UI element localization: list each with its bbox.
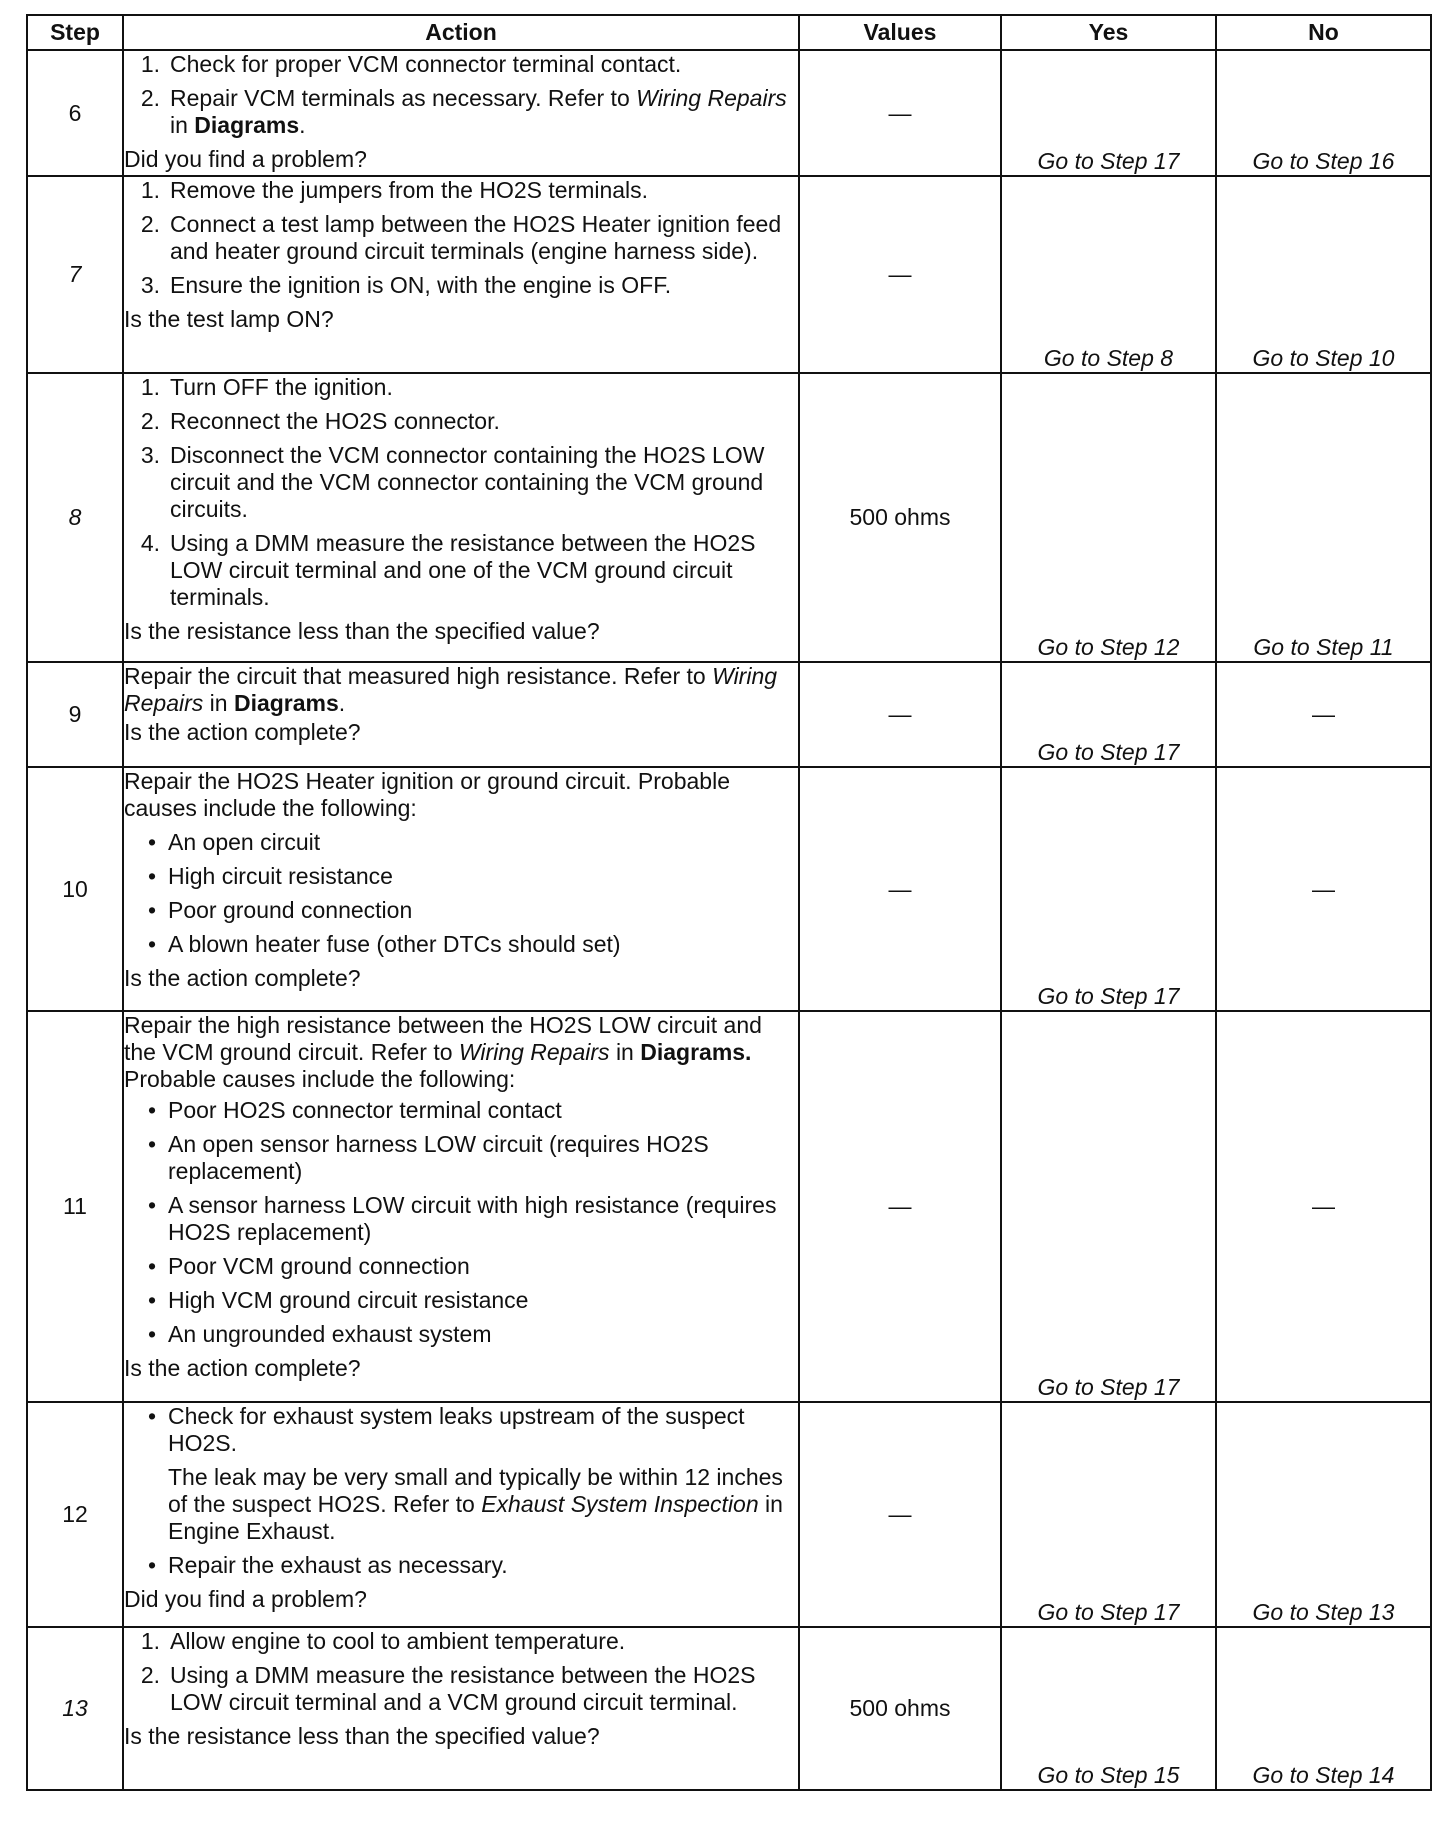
question: Is the resistance less than the specified value? bbox=[124, 618, 600, 644]
action-item bbox=[124, 408, 798, 435]
item-text: Repair the exhaust as necessary. bbox=[168, 1552, 508, 1578]
action-cell bbox=[123, 176, 799, 373]
action-item bbox=[124, 85, 798, 139]
bullet-item bbox=[124, 829, 798, 856]
document-reference[interactable]: Diagrams bbox=[194, 112, 300, 138]
values-cell: — bbox=[799, 176, 1001, 373]
table-row bbox=[27, 767, 1431, 1011]
item-text: A blown heater fuse (other DTCs should set) bbox=[168, 931, 621, 957]
no-cell: Go to Step 13 bbox=[1216, 1402, 1431, 1627]
item-text: Reconnect the HO2S connector. bbox=[170, 408, 500, 434]
table-row bbox=[27, 1402, 1431, 1627]
question: Is the test lamp ON? bbox=[124, 306, 334, 332]
action-intro bbox=[124, 1012, 798, 1093]
document-reference[interactable]: Diagrams. bbox=[640, 1039, 752, 1065]
no-cell: Go to Step 14 bbox=[1216, 1627, 1431, 1790]
values-cell: 500 ohms bbox=[799, 1627, 1001, 1790]
step-number: 9 bbox=[27, 662, 123, 767]
table-row bbox=[27, 1011, 1431, 1402]
item-text: High VCM ground circuit resistance bbox=[168, 1287, 529, 1313]
yes-cell: Go to Step 17 bbox=[1001, 50, 1216, 176]
action-intro: Repair the HO2S Heater ignition or ground circuit. Probable causes include the following: bbox=[124, 768, 730, 821]
bullet-item bbox=[124, 1321, 798, 1348]
action-item bbox=[124, 177, 798, 204]
yes-cell: Go to Step 17 bbox=[1001, 1011, 1216, 1402]
bullet-icon: • bbox=[147, 931, 156, 957]
bullet-icon: • bbox=[147, 897, 156, 923]
item-number: 2. bbox=[140, 211, 160, 237]
text-segment: . bbox=[299, 112, 306, 138]
item-text: Allow engine to cool to ambient temperature. bbox=[170, 1628, 626, 1654]
values-cell: — bbox=[799, 50, 1001, 176]
bullet-item bbox=[124, 897, 798, 924]
reference-link[interactable]: Exhaust System Inspection bbox=[481, 1491, 759, 1517]
action-item bbox=[124, 51, 798, 78]
yes-cell: Go to Step 8 bbox=[1001, 176, 1216, 373]
question: Is the action complete? bbox=[124, 965, 361, 991]
diagnostic-table bbox=[26, 14, 1432, 1791]
no-cell: Go to Step 10 bbox=[1216, 176, 1431, 373]
item-number: 2. bbox=[140, 408, 160, 434]
bullet-item bbox=[124, 1403, 798, 1457]
question: Is the resistance less than the specified value? bbox=[124, 1723, 600, 1749]
no-cell: — bbox=[1216, 1011, 1431, 1402]
values-cell: — bbox=[799, 662, 1001, 767]
no-cell: — bbox=[1216, 662, 1431, 767]
item-text: Using a DMM measure the resistance between the HO2S LOW circuit terminal and one of the VCM ground circuit terminals. bbox=[170, 530, 756, 610]
text-segment: Probable causes include the following: bbox=[124, 1066, 516, 1092]
action-item bbox=[124, 1628, 798, 1655]
bullet-icon: • bbox=[147, 1253, 156, 1279]
text-segment: in bbox=[615, 1039, 634, 1065]
values-cell: 500 ohms bbox=[799, 373, 1001, 662]
bullet-icon: • bbox=[147, 1287, 156, 1313]
bullet-icon: • bbox=[147, 1403, 156, 1429]
item-number: 1. bbox=[140, 177, 160, 203]
text-segment: The leak may be very small and typically be within 12 inches of the suspect HO2S. Refer to bbox=[168, 1464, 783, 1517]
bullet-icon: • bbox=[147, 1552, 156, 1578]
yes-cell: Go to Step 15 bbox=[1001, 1627, 1216, 1790]
table-row bbox=[27, 50, 1431, 176]
bullet-item bbox=[124, 1097, 798, 1124]
bullet-icon: • bbox=[147, 1321, 156, 1347]
text-segment: Repair the high resistance between the HO2S LOW circuit and the VCM ground circuit. Refer to bbox=[124, 1012, 762, 1065]
yes-cell: Go to Step 17 bbox=[1001, 767, 1216, 1011]
action-item bbox=[124, 442, 798, 523]
reference-link[interactable]: Wiring Repairs bbox=[636, 85, 787, 111]
reference-link[interactable]: Wiring Repairs bbox=[458, 1039, 610, 1065]
header-no: No bbox=[1216, 15, 1431, 50]
item-number: 4. bbox=[140, 530, 160, 556]
text-segment: Repair VCM terminals as necessary. Refer to bbox=[170, 85, 630, 111]
text-segment: Repair the circuit that measured high resistance. Refer to bbox=[124, 663, 706, 689]
step-number: 13 bbox=[27, 1627, 123, 1790]
values-cell: — bbox=[799, 1402, 1001, 1627]
no-cell: — bbox=[1216, 767, 1431, 1011]
yes-cell: Go to Step 17 bbox=[1001, 1402, 1216, 1627]
bullet-icon: • bbox=[147, 863, 156, 889]
item-text: High circuit resistance bbox=[168, 863, 393, 889]
item-text: Disconnect the VCM connector containing the HO2S LOW circuit and the VCM connector containing the VCM ground circuits. bbox=[170, 442, 765, 522]
no-cell: Go to Step 11 bbox=[1216, 373, 1431, 662]
table-row bbox=[27, 373, 1431, 662]
item-number: 1. bbox=[140, 374, 160, 400]
bullet-icon: • bbox=[147, 1192, 156, 1218]
table-row bbox=[27, 176, 1431, 373]
question: Is the action complete? bbox=[124, 719, 361, 745]
item-text: An open circuit bbox=[168, 829, 321, 855]
action-cell bbox=[123, 1011, 799, 1402]
step-number: 10 bbox=[27, 767, 123, 1011]
question: Did you find a problem? bbox=[124, 146, 367, 172]
bullet-item bbox=[124, 931, 798, 958]
item-text: Poor HO2S connector terminal contact bbox=[168, 1097, 562, 1123]
bullet-icon: • bbox=[147, 1131, 156, 1157]
item-text: Remove the jumpers from the HO2S terminals. bbox=[170, 177, 649, 203]
bullet-icon: • bbox=[147, 829, 156, 855]
step-number: 8 bbox=[27, 373, 123, 662]
item-text: Ensure the ignition is ON, with the engine is OFF. bbox=[170, 272, 672, 298]
action-cell bbox=[123, 373, 799, 662]
item-text: Turn OFF the ignition. bbox=[170, 374, 393, 400]
reference-link[interactable]: Wiring Repairs bbox=[124, 663, 778, 716]
bullet-item bbox=[124, 1131, 798, 1185]
item-number: 2. bbox=[140, 85, 160, 111]
step-number: 7 bbox=[27, 176, 123, 373]
action-cell bbox=[123, 50, 799, 176]
text-segment: in bbox=[209, 690, 228, 716]
text-segment: . bbox=[338, 690, 346, 716]
item-text: Poor ground connection bbox=[168, 897, 413, 923]
bullet-item bbox=[124, 1552, 798, 1579]
item-number: 1. bbox=[140, 1628, 160, 1654]
item-text: An ungrounded exhaust system bbox=[168, 1321, 492, 1347]
step-number: 11 bbox=[27, 1011, 123, 1402]
header-values: Values bbox=[799, 15, 1001, 50]
header-action: Action bbox=[123, 15, 799, 50]
header-row bbox=[27, 15, 1431, 50]
question: Is the action complete? bbox=[124, 1355, 361, 1381]
action-cell bbox=[123, 1627, 799, 1790]
question: Did you find a problem? bbox=[124, 1586, 367, 1612]
action-item bbox=[124, 374, 798, 401]
document-reference[interactable]: Diagrams bbox=[233, 690, 339, 716]
action-cell bbox=[123, 767, 799, 1011]
action-paragraph bbox=[124, 663, 798, 717]
step-number: 6 bbox=[27, 50, 123, 176]
item-number: 3. bbox=[140, 272, 160, 298]
item-text: Connect a test lamp between the HO2S Heater ignition feed and heater ground circuit terminals (engine harness side). bbox=[170, 211, 782, 264]
text-segment: in Engine Exhaust. bbox=[168, 1491, 783, 1544]
bullet-item bbox=[124, 1287, 798, 1314]
values-cell: — bbox=[799, 767, 1001, 1011]
item-text bbox=[170, 85, 798, 139]
bullet-item bbox=[124, 1192, 798, 1246]
values-cell: — bbox=[799, 1011, 1001, 1402]
no-cell: Go to Step 16 bbox=[1216, 50, 1431, 176]
item-number: 1. bbox=[140, 51, 160, 77]
item-text: Poor VCM ground connection bbox=[168, 1253, 470, 1279]
table-row bbox=[27, 662, 1431, 767]
item-text: A sensor harness LOW circuit with high resistance (requires HO2S replacement) bbox=[168, 1192, 777, 1245]
item-number: 3. bbox=[140, 442, 160, 468]
action-item bbox=[124, 272, 798, 299]
yes-cell: Go to Step 12 bbox=[1001, 373, 1216, 662]
action-cell bbox=[123, 662, 799, 767]
step-number: 12 bbox=[27, 1402, 123, 1627]
action-item bbox=[124, 211, 798, 265]
bullet-item bbox=[124, 1253, 798, 1280]
bullet-icon: • bbox=[147, 1097, 156, 1123]
yes-cell: Go to Step 17 bbox=[1001, 662, 1216, 767]
item-number: 2. bbox=[140, 1662, 160, 1688]
bullet-note bbox=[124, 1464, 798, 1545]
item-text: Check for exhaust system leaks upstream of the suspect HO2S. bbox=[168, 1403, 745, 1456]
text-segment: in bbox=[170, 112, 188, 138]
header-step: Step bbox=[27, 15, 123, 50]
action-item bbox=[124, 1662, 798, 1716]
header-yes: Yes bbox=[1001, 15, 1216, 50]
item-text: Using a DMM measure the resistance between the HO2S LOW circuit terminal and a VCM ground circuit terminal. bbox=[170, 1662, 756, 1715]
bullet-item bbox=[124, 863, 798, 890]
action-cell bbox=[123, 1402, 799, 1627]
item-text: Check for proper VCM connector terminal contact. bbox=[170, 51, 682, 77]
action-item bbox=[124, 530, 798, 611]
table-row bbox=[27, 1627, 1431, 1790]
item-text: An open sensor harness LOW circuit (requires HO2S replacement) bbox=[168, 1131, 709, 1184]
